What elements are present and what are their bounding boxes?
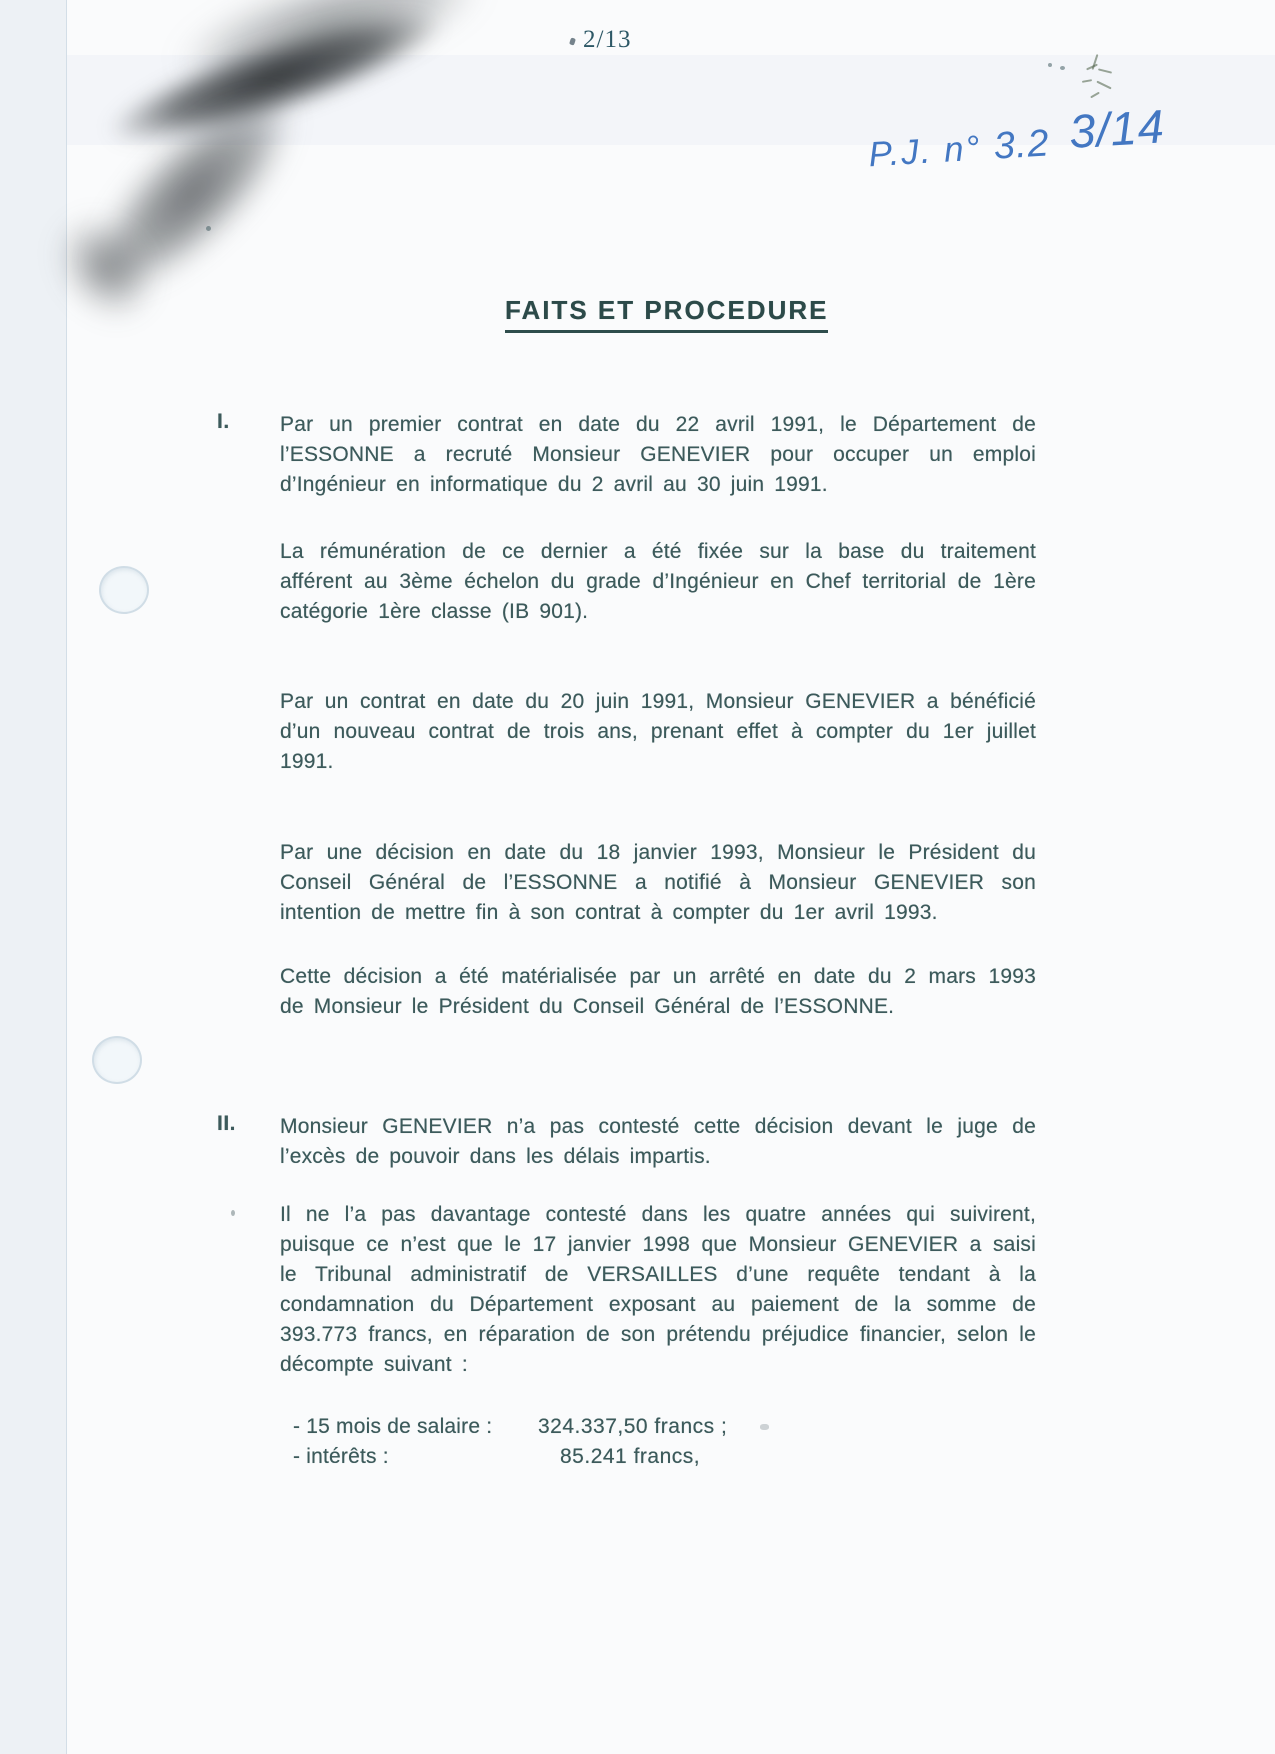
scan-smudge-core bbox=[37, 0, 513, 197]
paragraph: La rémunération de ce dernier a été fixée sur la base du traitement afférent au 3ème échelon du grade d’Ingénieur en Chef territorial de 1ère catégorie 1ère classe (IB 901). bbox=[280, 540, 1036, 623]
document-body bbox=[217, 410, 1036, 1472]
annotation-number: 3.2 bbox=[992, 122, 1051, 168]
document-title: FAITS ET PROCEDURE bbox=[505, 295, 828, 333]
ink-speck bbox=[1048, 63, 1052, 67]
paragraph: Par un premier contrat en date du 22 avril 1991, le Département de l’ESSONNE a recruté Monsieur GENEVIER pour occuper un emploi d’Ingénieur en informatique du 2 avril au 30 juin 1991. bbox=[280, 413, 1036, 496]
scan-smudge-haze bbox=[123, 0, 538, 133]
ink-speck bbox=[206, 226, 211, 231]
list-item bbox=[293, 1442, 1036, 1472]
hole-punch-bottom bbox=[92, 1036, 142, 1084]
paragraph: Par un contrat en date du 20 juin 1991, Monsieur GENEVIER a bénéficié d’un nouveau contrat de trois ans, prenant effet à compter du 1er juillet 1991. bbox=[280, 690, 1036, 773]
paragraph: Il ne l’a pas davantage contesté dans les quatre années qui suivirent, puisque ce n’est que le 17 janvier 1998 que Monsieur GENEVIER a saisi le Tribunal administratif de VERSAILLES d’une requête tendant à la condamnation du Département exposant au paiement de la somme de 393.773 francs, en réparation de son prétendu préjudice financier, selon le décompte suivant : bbox=[280, 1203, 1036, 1376]
ink-speck bbox=[231, 1210, 235, 1216]
annotation-page-ref: 3/14 bbox=[1067, 99, 1167, 159]
list-item bbox=[293, 1412, 1036, 1442]
ink-speck bbox=[569, 37, 576, 45]
section-I bbox=[217, 410, 1036, 1022]
scan-left-edge-strip bbox=[0, 0, 67, 1754]
paragraph: Monsieur GENEVIER n’a pas contesté cette décision devant le juge de l’excès de pouvoir dans les délais impartis. bbox=[280, 1115, 1036, 1168]
annotation-prefix: P.J. n° bbox=[867, 128, 983, 175]
claim-value: 324.337,50 francs ; bbox=[538, 1415, 728, 1438]
claim-value: 85.241 francs, bbox=[560, 1445, 701, 1468]
paragraph: Par une décision en date du 18 janvier 1993, Monsieur le Président du Conseil Général de l’ESSONNE a notifié à Monsieur GENEVIER son intention de mettre fin à son contrat à compter du 1er avril 1993. bbox=[280, 841, 1036, 924]
pencil-scribble bbox=[1072, 52, 1122, 108]
claims-list bbox=[280, 1412, 1036, 1472]
handwritten-annotation bbox=[867, 99, 1210, 178]
claim-label: - 15 mois de salaire : bbox=[293, 1415, 493, 1438]
scan-smudge-wedge bbox=[35, 10, 374, 349]
section-II bbox=[217, 1112, 1036, 1472]
section-numeral: I. bbox=[217, 410, 230, 433]
hole-punch-top bbox=[99, 566, 149, 614]
paragraph: Cette décision a été matérialisée par un arrêté en date du 2 mars 1993 de Monsieur le Président du Conseil Général de l’ESSONNE. bbox=[280, 965, 1036, 1018]
ink-speck bbox=[1060, 66, 1065, 70]
page-number: 2/13 bbox=[583, 26, 632, 53]
claim-label: - intérêts : bbox=[293, 1445, 389, 1468]
section-numeral: II. bbox=[217, 1112, 237, 1135]
